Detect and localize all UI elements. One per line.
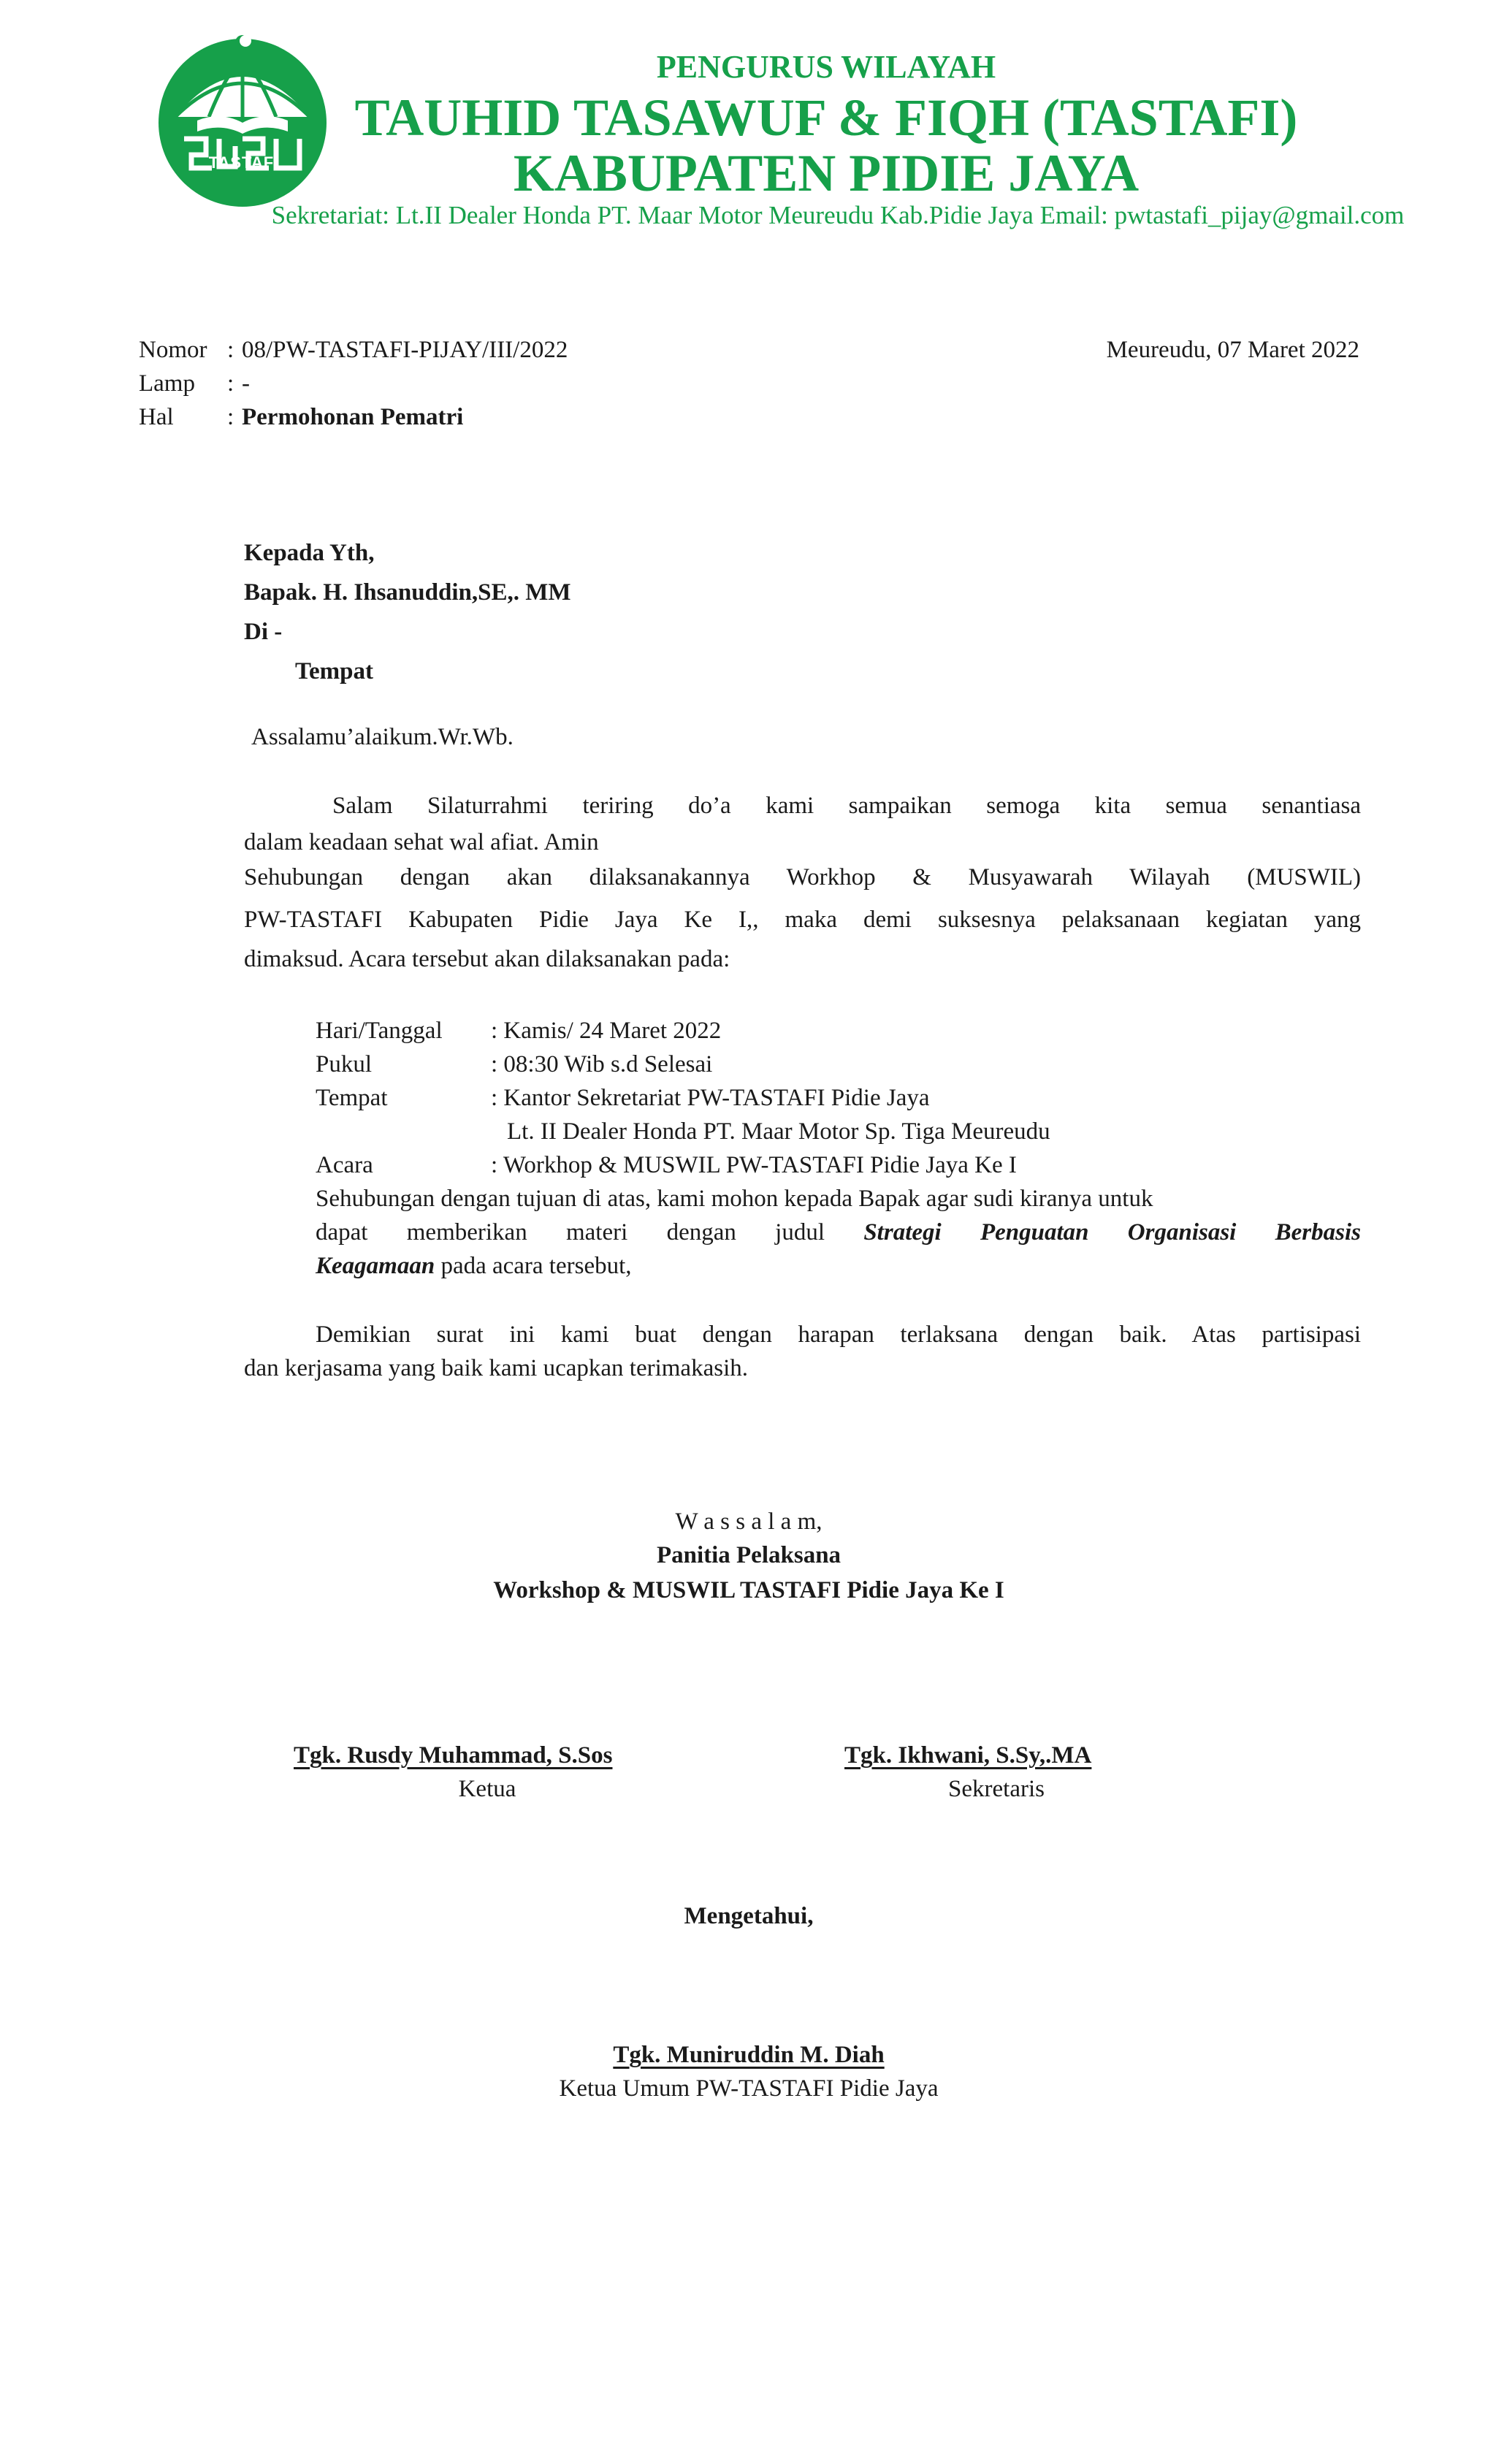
paragraph-1-line-1: Salam Silaturrahmi teriring do’a kami sampaikan semoga kita semua senantiasa	[332, 793, 1361, 819]
schedule-row	[316, 1048, 1338, 1081]
committee-title: Panitia Pelaksana	[656, 1542, 842, 1568]
request-line-1: Sehubungan dengan tujuan di atas, kami mohon kepada Bapak agar sudi kiranya untuk	[316, 1186, 1153, 1212]
chairman-role: Ketua Umum PW-TASTAFI Pidie Jaya	[559, 2075, 939, 2102]
place-date: Meureudu, 07 Maret 2022	[1106, 337, 1359, 363]
schedule-row	[316, 1081, 1338, 1115]
request-line-3-text: pada acara tersebut,	[440, 1253, 632, 1279]
header-org-level: PENGURUS WILAYAH	[656, 49, 996, 85]
hal-label: Hal	[139, 404, 174, 430]
recipient-name: Bapak. H. Ihsanuddin,SE,. MM	[244, 579, 571, 606]
paragraph-2-line-2: PW-TASTAFI Kabupaten Pidie Jaya Ke I,, maka demi suksesnya pelaksanaan kegiatan yang	[244, 907, 1361, 933]
event-title: Workshop & MUSWIL TASTAFI Pidie Jaya Ke I	[493, 1577, 1004, 1603]
request-line-2	[316, 1216, 1361, 1249]
header-address: Sekretariat: Lt.II Dealer Honda PT. Maar Motor Meureudu Kab.Pidie Jaya Email: pwtastafi_pijay@gmail.com	[271, 201, 1405, 229]
schedule-value: Lt. II Dealer Honda PT. Maar Motor Sp. Tiga Meureudu	[507, 1118, 1050, 1145]
secretary-name: Tgk. Ikhwani, S.Sy,.MA	[844, 1742, 1092, 1769]
lamp-value: -	[242, 370, 250, 397]
talk-title-part-1: Strategi Penguatan Organisasi Berbasis	[863, 1219, 1362, 1246]
nomor-label: Nomor	[139, 337, 207, 363]
recipient-di: Di -	[244, 619, 283, 645]
secretary-role: Sekretaris	[948, 1776, 1045, 1802]
paragraph-1-line-2: dalam keadaan sehat wal afiat. Amin	[244, 829, 599, 855]
recipient-salutation: Kepada Yth,	[244, 540, 375, 566]
header-org-name: TAUHID TASAWUF & FIQH (TASTAFI)	[354, 88, 1298, 147]
schedule-row	[316, 1148, 1338, 1182]
closing-line-2: dan kerjasama yang baik kami ucapkan terimakasih.	[244, 1355, 748, 1381]
schedule-value: : 08:30 Wib s.d Selesai	[491, 1051, 713, 1077]
closing-line-1: Demikian surat ini kami buat dengan harapan terlaksana dengan baik. Atas partisipasi	[316, 1321, 1361, 1348]
hal-value: Permohonan Pematri	[242, 404, 464, 430]
schedule-value: : Workhop & MUSWIL PW-TASTAFI Pidie Jaya Ke I	[491, 1152, 1017, 1178]
paragraph-2-line-1: Sehubungan dengan akan dilaksanakannya Workhop & Musyawarah Wilayah (MUSWIL)	[244, 864, 1361, 890]
greeting: Assalamu’alaikum.Wr.Wb.	[251, 724, 514, 750]
acknowledged-label: Mengetahui,	[684, 1903, 814, 1929]
nomor-value: 08/PW-TASTAFI-PIJAY/III/2022	[242, 337, 568, 363]
logo-text: TASTAFI	[208, 153, 280, 172]
schedule-label: Hari/Tanggal	[316, 1018, 443, 1044]
header-region: KABUPATEN PIDIE JAYA	[513, 144, 1140, 202]
lamp-label: Lamp	[139, 370, 195, 397]
chair-name: Tgk. Rusdy Muhammad, S.Sos	[294, 1742, 613, 1769]
request-line-2-text: dapat memberikan materi dengan judul	[316, 1219, 825, 1246]
schedule-label: Tempat	[316, 1085, 388, 1111]
recipient-place: Tempat	[295, 658, 373, 684]
schedule-value: : Kamis/ 24 Maret 2022	[491, 1018, 722, 1044]
schedule-label: Pukul	[316, 1051, 373, 1077]
schedule-row	[316, 1014, 1338, 1048]
schedule-row	[316, 1115, 1338, 1148]
schedule-label: Acara	[316, 1152, 373, 1178]
talk-title-part-2: Keagamaan	[316, 1253, 435, 1279]
valediction: W a s s a l a m,	[675, 1508, 823, 1535]
paragraph-2-line-3: dimaksud. Acara tersebut akan dilaksanakan pada:	[244, 946, 730, 972]
request-line-3	[316, 1249, 632, 1283]
chairman-name: Tgk. Muniruddin M. Diah	[613, 2042, 885, 2068]
chair-role: Ketua	[458, 1776, 516, 1802]
schedule-value: : Kantor Sekretariat PW-TASTAFI Pidie Jaya	[491, 1085, 930, 1111]
